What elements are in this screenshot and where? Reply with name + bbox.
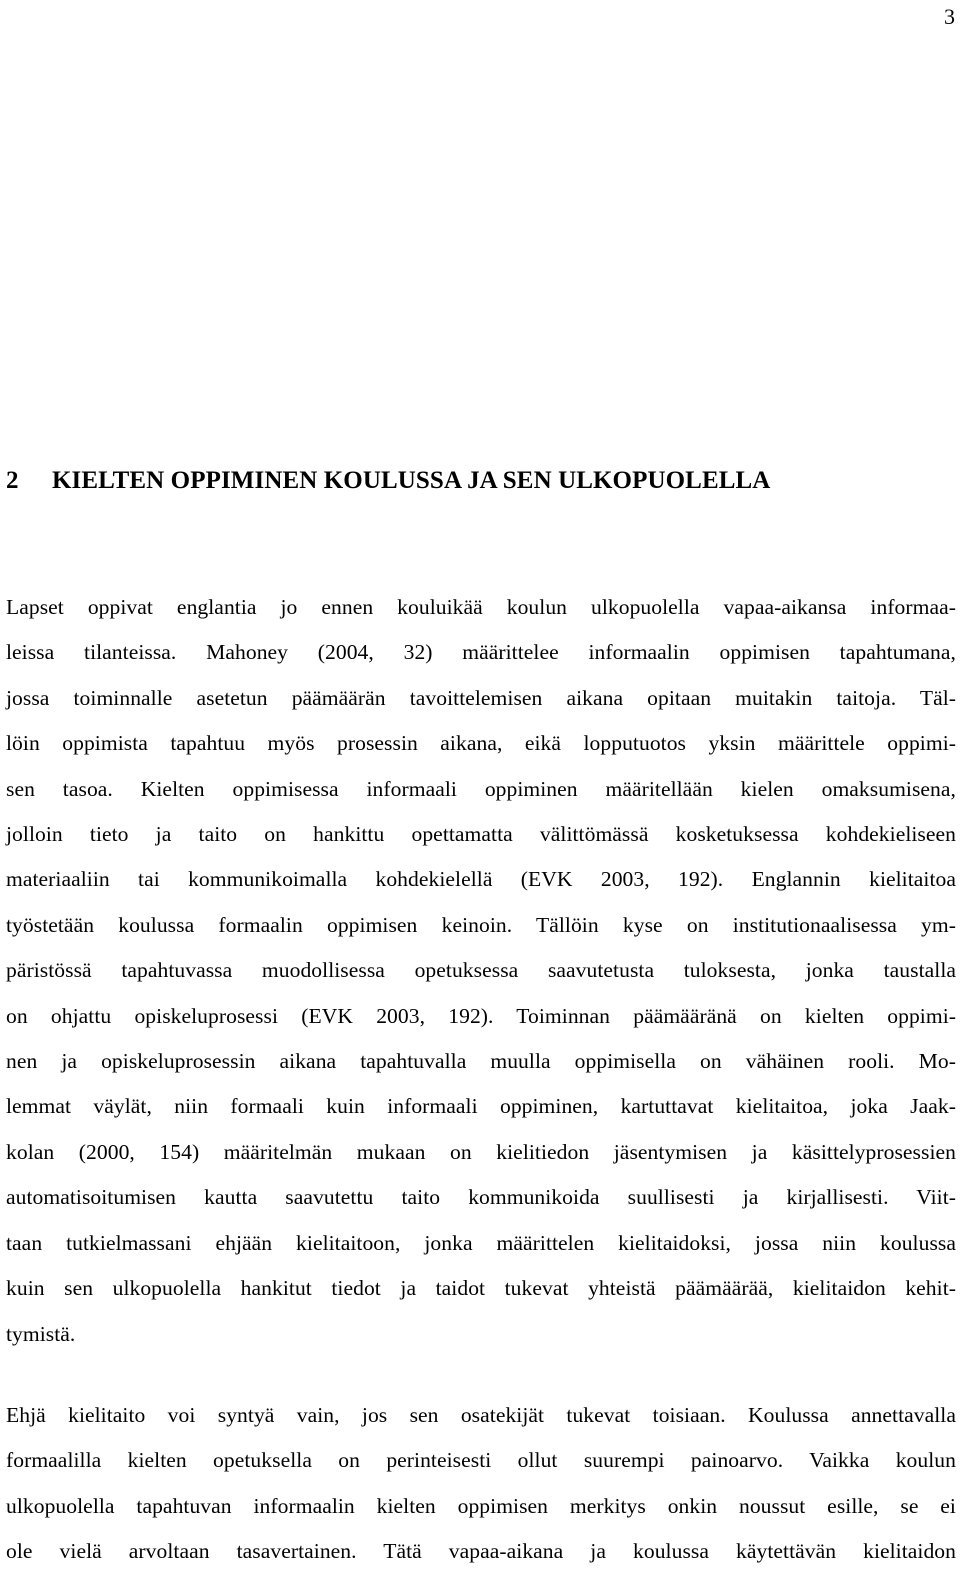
section-number: 2 [6, 467, 19, 494]
text-line: formaalilla kielten opetuksella on perinteisesti ollut suurempi painoarvo. Vaikka koulun [6, 1448, 956, 1473]
paragraph-2 [6, 1393, 956, 1575]
text-line: Lapset oppivat englantia jo ennen kouluikää koulun ulkopuolella vapaa-aikansa informaa- [6, 595, 956, 619]
text-line: lemmat väylät, niin formaali kuin informaali oppiminen, kartuttavat kielitaitoa, joka Jaak- [6, 1094, 956, 1119]
text-line: työstetään koulussa formaalin oppimisen keinoin. Tällöin kyse on institutionaalisessa ym- [6, 912, 956, 937]
text-line: ole vielä arvoltaan tasavertainen. Tätä vapaa-aikana ja koulussa käytettävän kielitaidon [6, 1539, 956, 1564]
text-line: materiaaliin tai kommunikoimalla kohdekielellä (EVK 2003, 192). Englannin kielitaitoa [6, 867, 956, 892]
text-line: sen tasoa. Kielten oppimisessa informaali oppiminen määritellään kielen omaksumisena, [6, 776, 956, 801]
text-line: nen ja opiskeluprosessin aikana tapahtuvalla muulla oppimisella on vähäinen rooli. Mo- [6, 1049, 956, 1074]
text-line: taan tutkielmassani ehjään kielitaitoon, jonka määrittelen kielitaidoksi, jossa niin koulussa [6, 1230, 956, 1255]
section-heading [6, 464, 770, 498]
section-title: KIELTEN OPPIMINEN KOULUSSA JA SEN ULKOPUOLELLA [52, 467, 771, 494]
text-line: jossa toiminnalle asetetun päämäärän tavoittelemisen aikana opitaan muitakin taitoja. Täl- [6, 685, 956, 710]
text-line: jolloin tieto ja taito on hankittu opettamatta välittömässä kosketuksessa kohdekieliseen [6, 822, 956, 847]
paragraph-1 [6, 585, 956, 1357]
page-number: 3 [944, 4, 955, 29]
text-line: leissa tilanteissa. Mahoney (2004, 32) määrittelee informaalin oppimisen tapahtumana, [6, 640, 956, 665]
text-line: tymistä. [6, 1321, 76, 1346]
text-line: Ehjä kielitaito voi syntyä vain, jos sen osatekijät tukevat toisiaan. Koulussa annettavalla [6, 1403, 956, 1427]
text-line: päristössä tapahtuvassa muodollisessa opetuksessa saavutetusta tuloksesta, jonka taustalla [6, 958, 956, 983]
text-line: automatisoitumisen kautta saavutettu taito kommunikoida suullisesti ja kirjallisesti. Viit- [6, 1185, 956, 1210]
text-line: kuin sen ulkopuolella hankitut tiedot ja taidot tukevat yhteistä päämäärää, kielitaidon kehit- [6, 1276, 956, 1301]
text-line: kolan (2000, 154) määritelmän mukaan on kielitiedon jäsentymisen ja käsittelyprosessien [6, 1139, 956, 1164]
text-line: ulkopuolella tapahtuvan informaalin kielten oppimisen merkitys onkin noussut esille, se ei [6, 1493, 956, 1518]
text-line: löin oppimista tapahtuu myös prosessin aikana, eikä lopputuotos yksin määrittele oppimi- [6, 731, 956, 756]
text-line: on ohjattu opiskeluprosessi (EVK 2003, 192). Toiminnan päämääränä on kielten oppimi- [6, 1003, 956, 1028]
